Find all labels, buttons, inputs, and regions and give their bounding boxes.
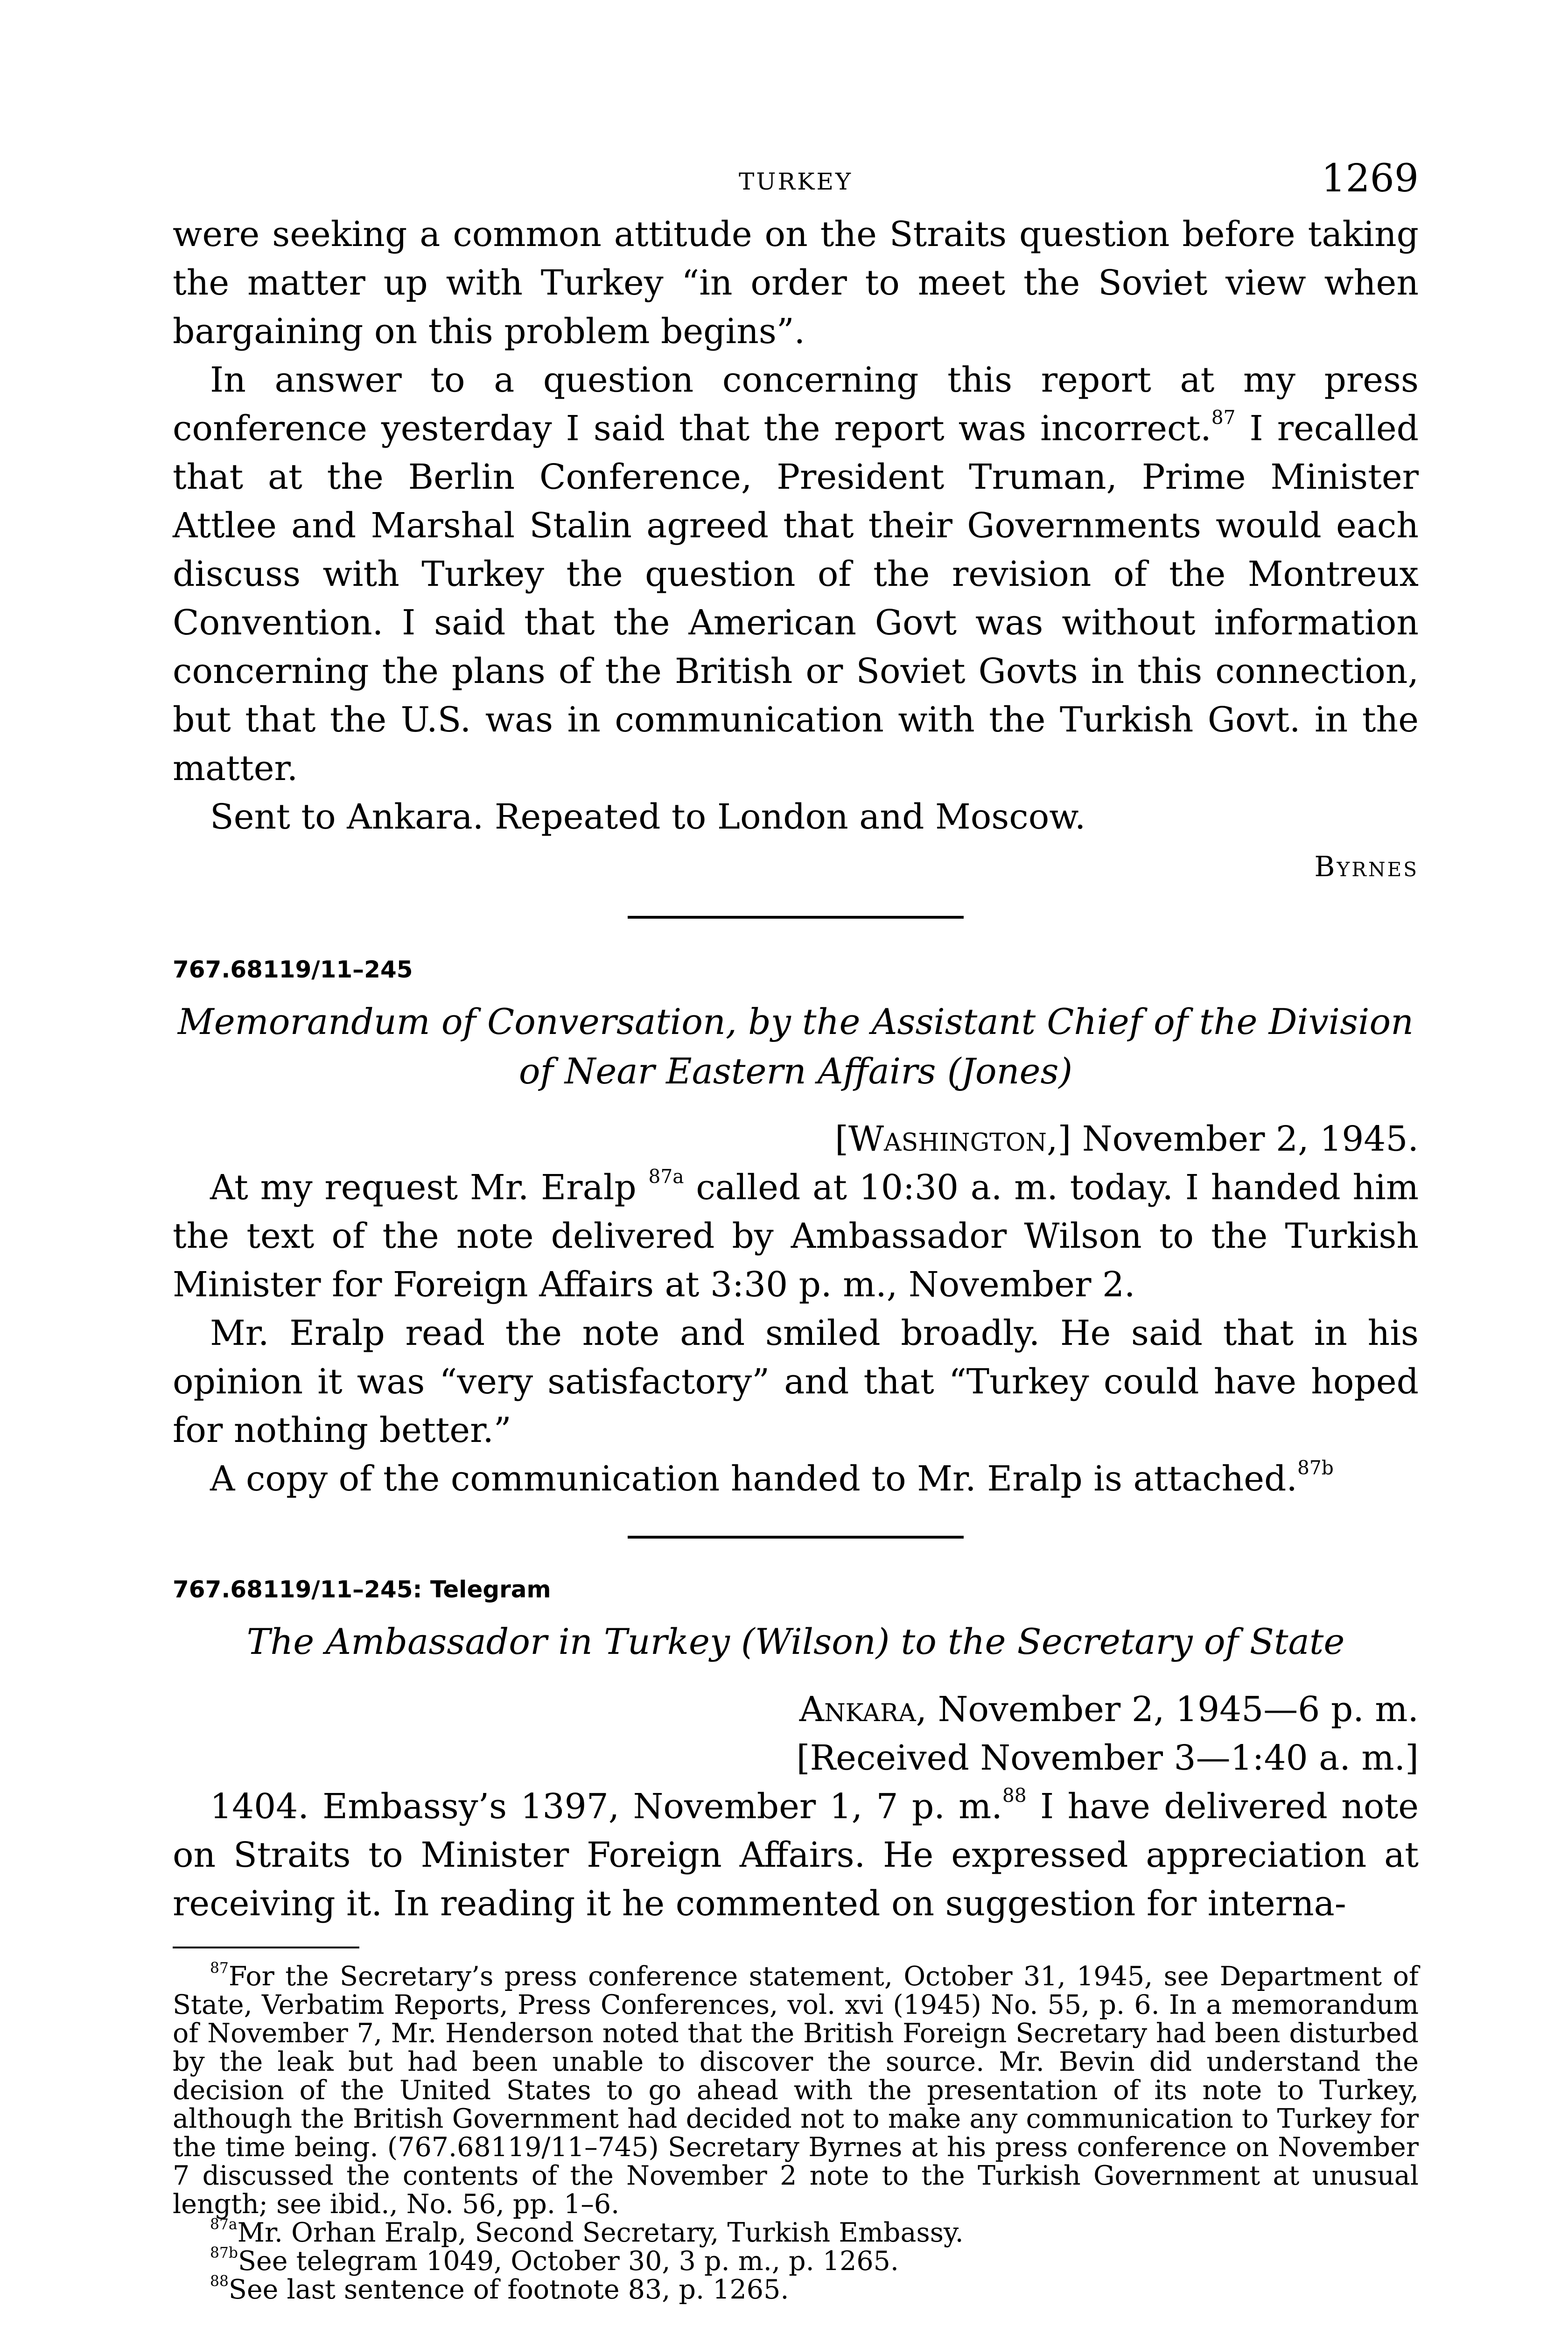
dateline xyxy=(173,1115,1419,1163)
dateline xyxy=(173,1685,1419,1782)
footnote-ref: 87b xyxy=(1297,1456,1334,1479)
document-title: Memorandum of Conversation, by the Assistant Chief of the Division of Near Eastern Affairs (Jones) xyxy=(177,1001,1414,1092)
file-reference: 767.68119/11–245 xyxy=(173,956,413,983)
running-head: TURKEY xyxy=(739,168,853,195)
footnote-number: 87 xyxy=(210,1960,229,1977)
text-run: I recalled that at the Berlin Conference, President Truman, Prime Minister Attlee and Marshal Stalin agreed that their Governments would each discuss with Turkey the question of the revision of the Montreux Convention. I said that the American Govt was without information concerning the plans of the British or Soviet Govts in this connection, but that the U.S. was in communication with the Turkish Govt. in the matter. xyxy=(173,408,1419,788)
paragraph xyxy=(173,1782,1419,1928)
footnote-text: Mr. Orhan Eralp, Second Secretary, Turkish Embassy. xyxy=(237,2217,964,2248)
document-page xyxy=(173,140,1419,2304)
text-run: 1404. Embassy’s 1397, November 1, 7 p. m. xyxy=(210,1786,1002,1827)
footnotes xyxy=(173,1962,1419,2304)
text-run: At my request Mr. Eralp xyxy=(210,1167,649,1208)
paragraph: were seeking a common attitude on the Straits question before taking the matter up with Turkey “in order to meet the Soviet view when bargaining on this problem begins”. xyxy=(173,214,1419,352)
footnote-ref: 88 xyxy=(1002,1784,1027,1807)
place: Ankara, xyxy=(799,1689,927,1729)
footnote-ref: 87a xyxy=(648,1165,684,1188)
footnote xyxy=(173,2216,1419,2248)
date: November 2, 1945—6 p. m. xyxy=(938,1689,1419,1729)
footnote-ref: 87 xyxy=(1211,406,1236,429)
file-reference: 767.68119/11–245: Telegram xyxy=(173,1576,551,1603)
footnote-number: 88 xyxy=(210,2273,229,2290)
footnote-text: For the Secretary’s press conference statement, October 31, 1945, see Department of State, Verbatim Reports, Press Conferences, vol. xvi (1945) No. 55, p. 6. In a memorandum of November 7, Mr. Henderson noted that the British Foreign Secretary had been disturbed by the leak but had been unable to discover the source. Mr. Bevin did understand the decision of the United States to go ahead with the presentation of its note to Turkey, although the British Government had decided not to make any communication to Turkey for the time being. (767.68119/11–745) Secretary Byrnes at his press conference on November 7 discussed the contents of the November 2 note to the Turkish Government at unusual length; see ibid., No. 56, pp. 1–6. xyxy=(173,1961,1419,2220)
text-run: A copy of the communication handed to Mr. Eralp is attached. xyxy=(210,1459,1297,1499)
place: [Washington,] xyxy=(835,1119,1071,1159)
paragraph: Mr. Eralp read the note and smiled broadly. He said that in his opinion it was “very satisfactory” and that “Turkey could have hoped for nothing better.” xyxy=(173,1313,1419,1450)
page-header xyxy=(173,140,1419,210)
paragraph xyxy=(173,1455,1419,1503)
footnote xyxy=(173,1962,1419,2219)
received-line: [Received November 3—1:40 a. m.] xyxy=(796,1738,1419,1778)
section-divider xyxy=(628,1536,964,1539)
signature: Byrnes xyxy=(1314,851,1419,883)
footnote-divider xyxy=(173,1947,359,1948)
paragraph xyxy=(173,356,1419,793)
date: November 2, 1945. xyxy=(1082,1119,1419,1159)
footnote-number: 87b xyxy=(210,2244,238,2262)
text-run: I have delivered note on Straits to Minister Foreign Affairs. He expressed appreciation at receiving it. In reading it he commented on suggestion for interna- xyxy=(173,1786,1419,1924)
document-title: The Ambassador in Turkey (Wilson) to the Secretary of State xyxy=(246,1621,1345,1662)
section-divider xyxy=(628,916,964,919)
text-run: called at 10:30 a. m. today. I handed him the text of the note delivered by Ambassador Wilson to the Turkish Minister for Foreign Affairs at 3:30 p. m., November 2. xyxy=(173,1167,1419,1305)
footnote xyxy=(173,2273,1419,2305)
footnote-text: See telegram 1049, October 30, 3 p. m., p. 1265. xyxy=(238,2246,899,2277)
paragraph xyxy=(173,1163,1419,1309)
paragraph: Sent to Ankara. Repeated to London and Moscow. xyxy=(210,797,1086,837)
text-run: In answer to a question concerning this report at my press conference yesterday I said that the report was incorrect. xyxy=(173,360,1419,449)
page-number: 1269 xyxy=(1321,156,1419,201)
footnote-number: 87a xyxy=(210,2216,238,2233)
body-text xyxy=(173,210,1419,1928)
footnote xyxy=(173,2244,1419,2277)
footnote-text: See last sentence of footnote 83, p. 1265. xyxy=(228,2274,789,2305)
